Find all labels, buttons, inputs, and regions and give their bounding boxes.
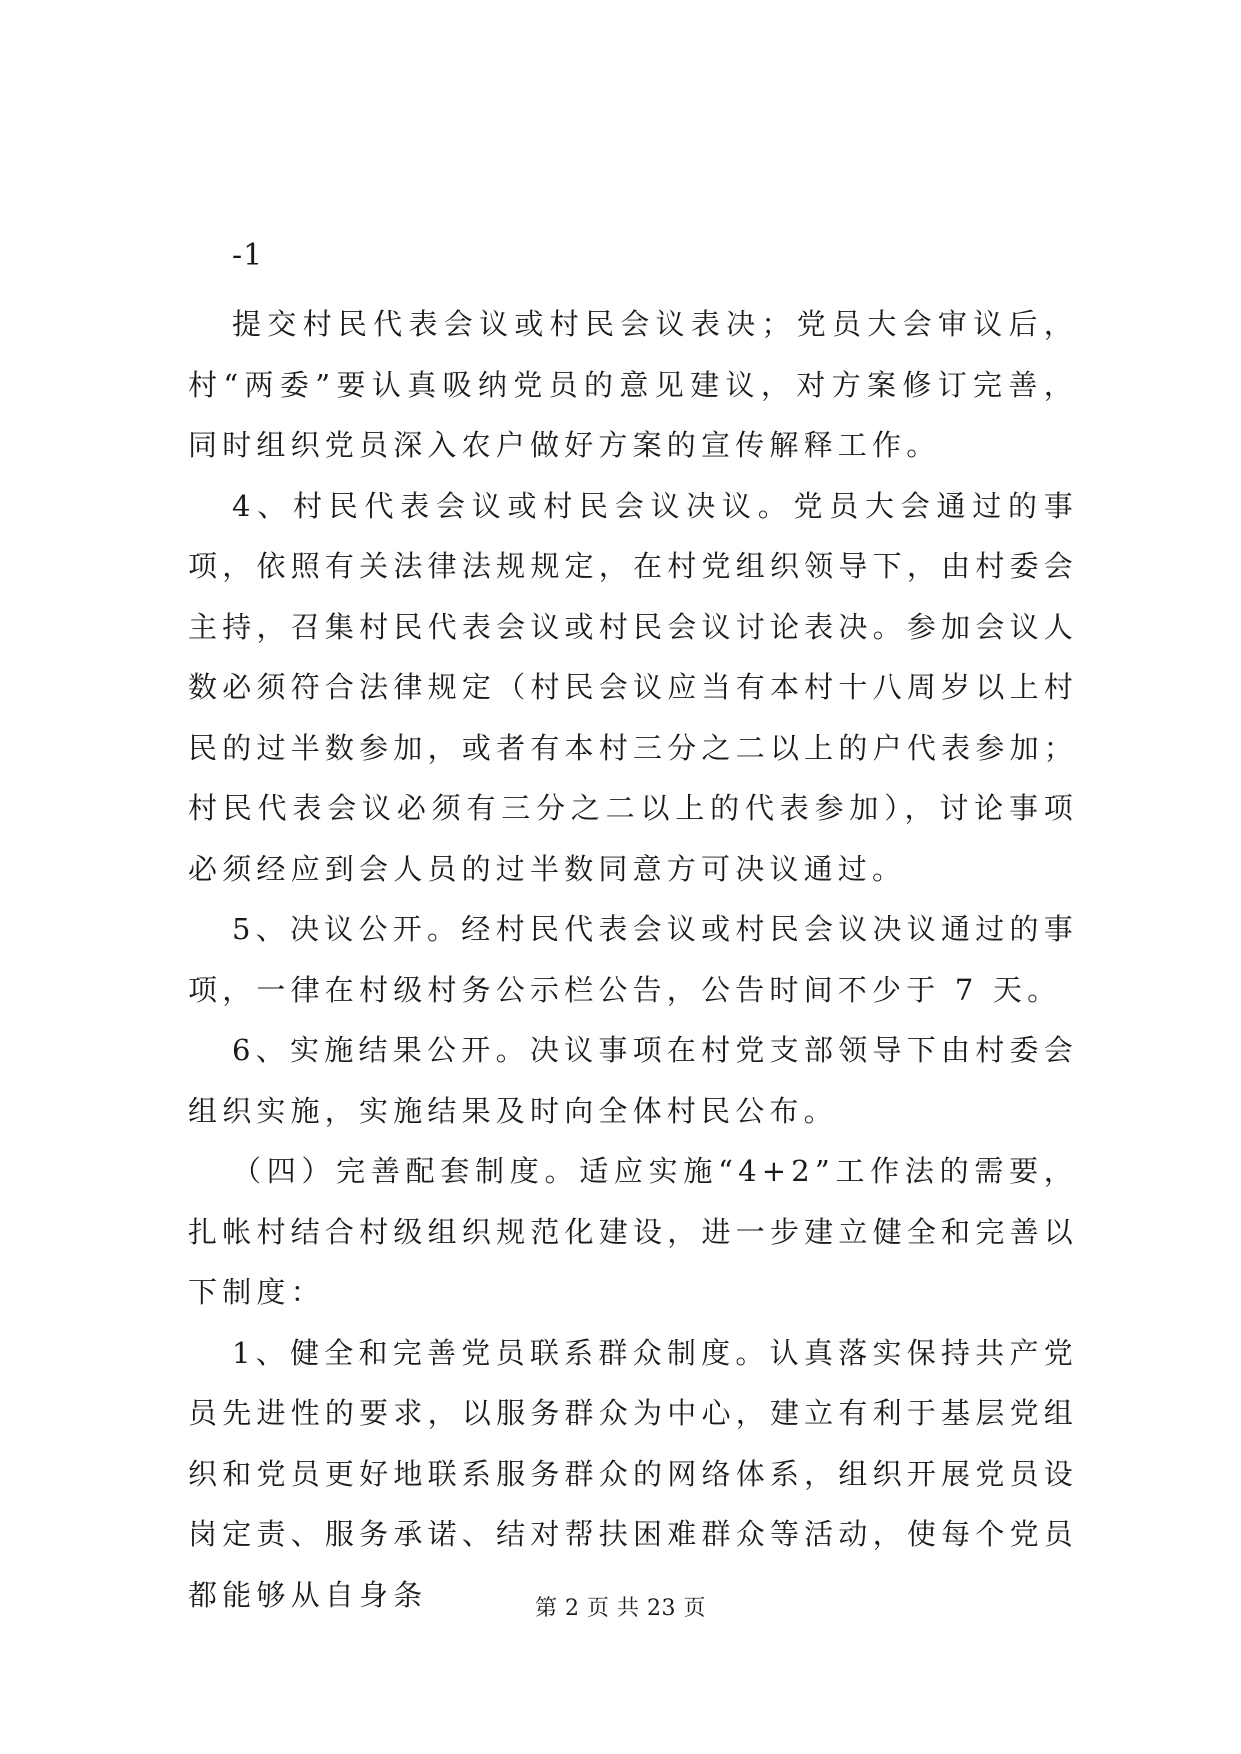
paragraph-item-5: 5、决议公开。经村民代表会议或村民会议决议通过的事项，一律在村级村务公示栏公告，公告时间不少于 7 天。: [188, 912, 1078, 1007]
paragraph-section-4: （四）完善配套制度。适应实施“4+2”工作法的需要，扎帐村结合村级组织规范化建设，进一步建立健全和完善以下制度：: [188, 1154, 1078, 1309]
paragraph-item-4: 4、村民代表会议或村民会议决议。党员大会通过的事项，依照有关法律法规规定，在村党组织领导下，由村委会主持，召集村民代表会议或村民会议讨论表决。参加会议人数必须符合法律规定（村民会议应当有本村十八周岁以上村民的过半数参加，或者有本村三分之二以上的户代表参加；村民代表会议必须有三分之二以上的代表参加），讨论事项必须经应到会人员的过半数同意方可决议通过。: [188, 488, 1078, 886]
page-footer: 第 2 页 共 23 页: [535, 1596, 706, 1621]
paragraph-item-6: 6、实施结果公开。决议事项在村党支部领导下由村委会组织实施，实施结果及时向全体村民公布。: [188, 1033, 1078, 1128]
paragraph-continuation: 提交村民代表会议或村民会议表决；党员大会审议后，村“两委”要认真吸纳党员的意见建议，对方案修订完善，同时组织党员深入农户做好方案的宣传解释工作。: [188, 307, 1078, 462]
page-marker: -1: [232, 238, 264, 273]
document-body: [188, 294, 1078, 1625]
paragraph-item-1: 1、健全和完善党员联系群众制度。认真落实保持共产党员先进性的要求，以服务群众为中心，建立有利于基层党组织和党员更好地联系服务群众的网络体系，组织开展党员设岗定责、服务承诺、结对帮扶困难群众等活动，使每个党员都能够从自身条: [188, 1335, 1078, 1612]
